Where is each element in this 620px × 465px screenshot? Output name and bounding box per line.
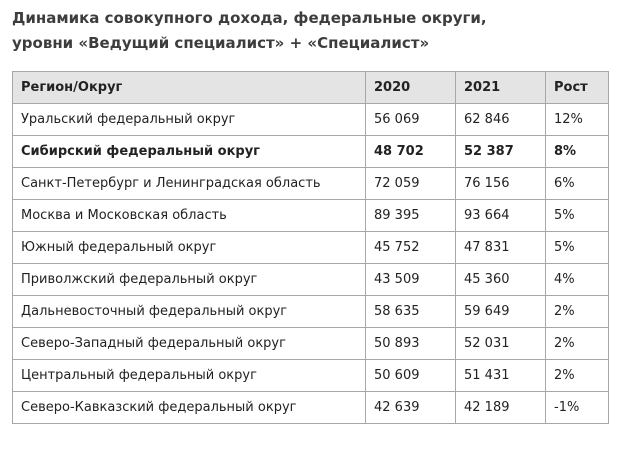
cell-growth: 2% [546,328,609,360]
cell-region: Москва и Московская область [13,200,366,232]
cell-2021: 52 031 [456,328,546,360]
income-table [12,71,609,424]
column-header-region: Регион/Округ [13,72,366,104]
column-header-growth: Рост [546,72,609,104]
cell-region: Уральский федеральный округ [13,104,366,136]
cell-2020: 48 702 [366,136,456,168]
cell-region: Северо-Западный федеральный округ [13,328,366,360]
cell-2021: 59 649 [456,296,546,328]
cell-2020: 89 395 [366,200,456,232]
table-row [13,232,609,264]
cell-2021: 47 831 [456,232,546,264]
table-row [13,104,609,136]
cell-2021: 52 387 [456,136,546,168]
table-body [13,104,609,424]
cell-region: Южный федеральный округ [13,232,366,264]
cell-region: Приволжский федеральный округ [13,264,366,296]
cell-2021: 42 189 [456,392,546,424]
cell-growth: 12% [546,104,609,136]
cell-2020: 58 635 [366,296,456,328]
header-row [13,72,609,104]
table-row [13,392,609,424]
cell-growth: 5% [546,232,609,264]
cell-growth: 6% [546,168,609,200]
table-row [13,136,609,168]
cell-region: Санкт-Петербург и Ленинградская область [13,168,366,200]
cell-region: Северо-Кавказский федеральный округ [13,392,366,424]
cell-2021: 76 156 [456,168,546,200]
table-row [13,264,609,296]
cell-2020: 43 509 [366,264,456,296]
cell-2021: 45 360 [456,264,546,296]
cell-2020: 50 893 [366,328,456,360]
table-header [13,72,609,104]
cell-region: Центральный федеральный округ [13,360,366,392]
cell-2020: 50 609 [366,360,456,392]
cell-2020: 45 752 [366,232,456,264]
chart-title-line-2: уровни «Ведущий специалист» + «Специалист» [12,34,430,52]
cell-2021: 93 664 [456,200,546,232]
table-row [13,296,609,328]
cell-growth: -1% [546,392,609,424]
table-row [13,168,609,200]
chart-title-line-1: Динамика совокупного дохода, федеральные округи, [12,9,487,27]
cell-region: Сибирский федеральный округ [13,136,366,168]
column-header-2021: 2021 [456,72,546,104]
cell-growth: 2% [546,296,609,328]
table-row [13,360,609,392]
cell-2020: 42 639 [366,392,456,424]
cell-2021: 51 431 [456,360,546,392]
table-row [13,328,609,360]
cell-2021: 62 846 [456,104,546,136]
cell-2020: 56 069 [366,104,456,136]
cell-region: Дальневосточный федеральный округ [13,296,366,328]
column-header-2020: 2020 [366,72,456,104]
table-row [13,200,609,232]
cell-growth: 4% [546,264,609,296]
cell-growth: 5% [546,200,609,232]
chart-title [12,6,487,56]
cell-growth: 8% [546,136,609,168]
cell-2020: 72 059 [366,168,456,200]
cell-growth: 2% [546,360,609,392]
